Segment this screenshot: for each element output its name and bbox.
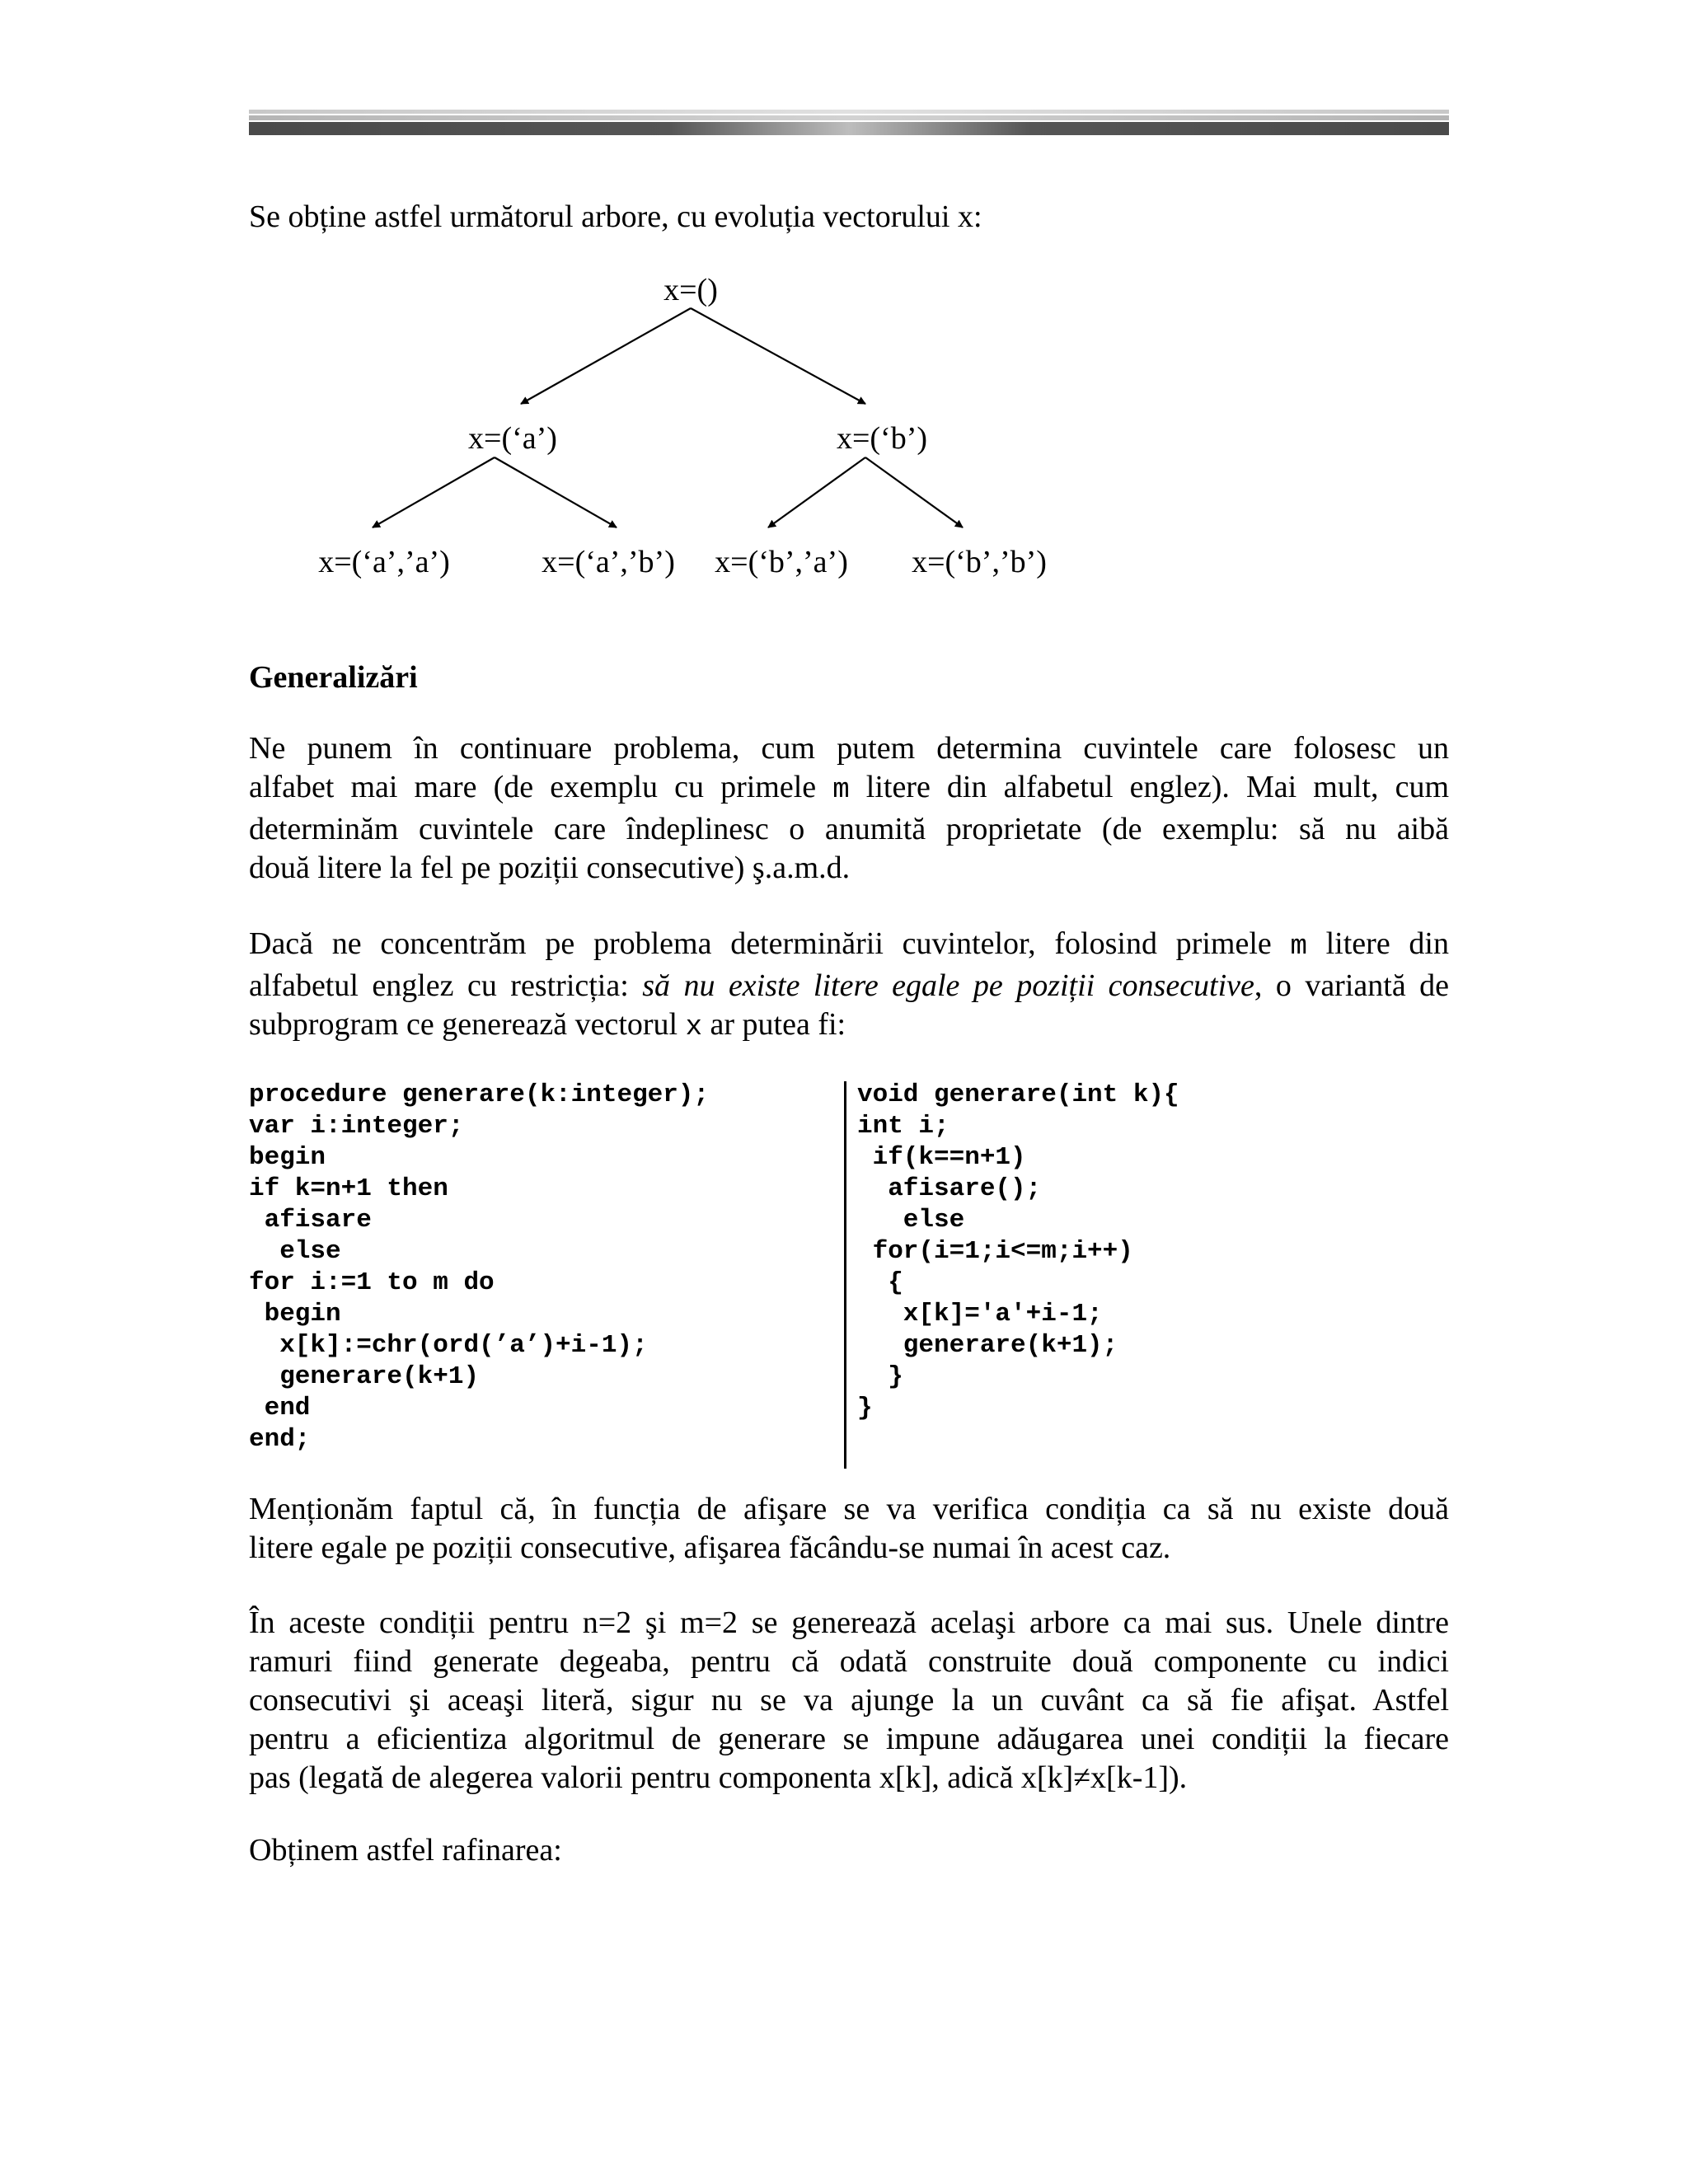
edge-root-a [521, 308, 691, 404]
code-pascal: procedure generare(k:integer); var i:integer; begin if k=n+1 then afisare else for i:=1 to m do begin x[k]:=chr(ord(’a’)+i-1); generare(k+1) end end; [249, 1080, 710, 1454]
p4-line-1: În aceste condiții pentru n=2 şi m=2 se generează acelaşi arbore ca mai sus. Unele dintre [249, 1605, 1449, 1640]
tree-node-root: x=() [663, 273, 718, 307]
edge-b-ba [768, 457, 865, 527]
p1-line-4: două litere la fel pe poziții consecutive) ş.a.m.d. [249, 851, 851, 885]
p4-line-5: pas (legată de alegerea valorii pentru componenta x[k], adică x[k]≠x[k-1]). [249, 1760, 1188, 1795]
p1-line-1: Ne punem în continuare problema, cum putem determina cuvintele care folosesc un [249, 731, 1449, 766]
code-divider [844, 1081, 846, 1469]
tree-node-b: x=(‘b’) [836, 421, 928, 456]
tree-node-ba: x=(‘b’,’a’) [715, 545, 848, 579]
edge-a-ab [495, 457, 617, 527]
edge-b-bb [865, 457, 963, 527]
p3-line-1: Menționăm faptul că, în funcția de afişare se va verifica condiția ca să nu existe două [249, 1492, 1449, 1526]
intro-text: Se obține astfel următorul arbore, cu evoluția vectorului x: [249, 199, 982, 234]
p1-line-3: determinăm cuvintele care îndeplinesc o anumită proprietate (de exemplu: să nu aibă [249, 812, 1449, 846]
p4-line-3: consecutivi şi aceaşi literă, sigur nu se va ajunge la un cuvânt ca să fie afişat. Astfel [249, 1683, 1449, 1718]
p1-line-2: alfabet mai mare (de exemplu cu primele m litere din alfabetul englez). Mai mult, cum [249, 770, 1449, 806]
tree-node-a: x=(‘a’) [468, 421, 557, 456]
edge-a-aa [373, 457, 495, 527]
paragraph-refinement: Obținem astfel rafinarea: [249, 1833, 562, 1868]
var-x: x [685, 1012, 703, 1043]
var-m: m [1290, 931, 1307, 963]
p4-line-4: pentru a eficientiza algoritmul de generare se impune adăugarea unei condiții la fiecare [249, 1722, 1449, 1756]
section-heading: Generalizări [249, 660, 418, 695]
code-c: void generare(int k){ int i; if(k==n+1) afisare(); else for(i=1;i<=m;i++) { x[k]='a'+i-1; generare(k+1); } } [857, 1080, 1179, 1422]
tree-node-aa: x=(‘a’,’a’) [318, 545, 450, 579]
p2-line-1: Dacă ne concentrăm pe problema determinării cuvintelor, folosind primele m litere din [249, 926, 1449, 963]
restriction-italic: să nu existe litere egale pe poziții consecutive [642, 968, 1254, 1003]
edge-root-b [691, 308, 865, 404]
paragraph-generalization [249, 729, 1449, 888]
p2-line-3: subprogram ce generează vectorul x ar putea fi: [249, 1007, 846, 1043]
var-m: m [832, 775, 850, 806]
tree-node-ab: x=(‘a’,’b’) [542, 545, 675, 579]
p3-line-2: litere egale pe poziții consecutive, afişarea făcându-se numai în acest caz. [249, 1530, 1171, 1565]
paragraph-restriction [249, 925, 1449, 1047]
p4-line-2: ramuri fiind generate degeaba, pentru că odată construite două componente cu indici [249, 1644, 1449, 1679]
tree-node-bb: x=(‘b’,’b’) [912, 545, 1047, 579]
paragraph-afisare-note [249, 1490, 1449, 1568]
paragraph-efficiency [249, 1604, 1449, 1797]
p2-line-2: alfabetul englez cu restricția: să nu existe litere egale pe poziții consecutive, o variantă de [249, 968, 1449, 1003]
